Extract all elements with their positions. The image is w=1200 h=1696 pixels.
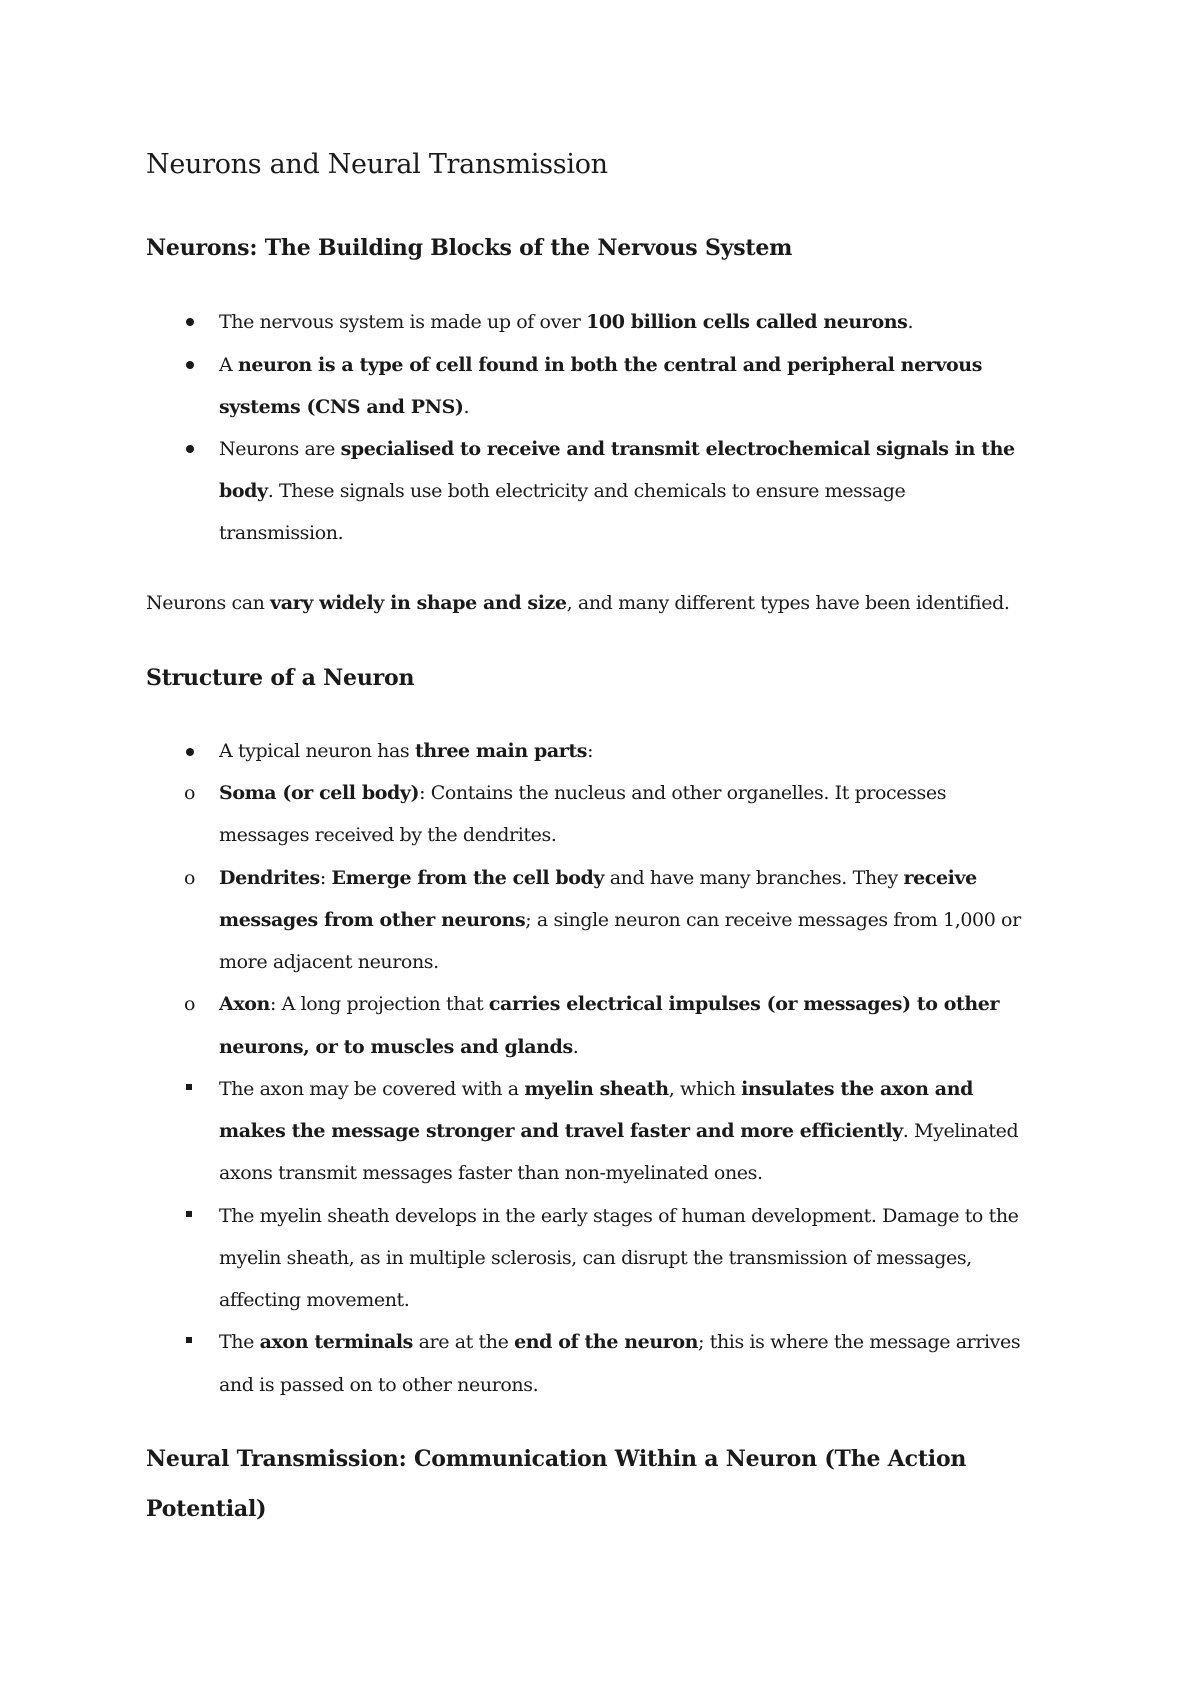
list-item-continuation: neurons, or to muscles and glands. [219,1036,579,1058]
bullet-square-icon [186,1211,192,1217]
list-item-continuation: transmission. [219,522,344,544]
list-item-continuation: systems (CNS and PNS). [219,396,470,418]
list-item-continuation: myelin sheath, as in multiple sclerosis, can disrupt the transmission of messages, [219,1247,972,1269]
bullet-square-icon [186,1084,192,1090]
list-item-continuation: messages received by the dendrites. [219,824,557,846]
bullet-o-icon: o [184,782,196,804]
list-item: The axon may be covered with a myelin sheath, which insulates the axon and [219,1078,974,1100]
bullet-dot-icon [186,445,194,453]
list-item-continuation: and is passed on to other neurons. [219,1374,539,1396]
list-item-continuation: body. These signals use both electricity and chemicals to ensure message [219,480,906,502]
list-item-continuation: more adjacent neurons. [219,951,439,973]
section-heading-neurons: Neurons: The Building Blocks of the Nervous System [146,235,793,261]
bullet-o-icon: o [184,867,196,889]
list-item: A neuron is a type of cell found in both the central and peripheral nervous [219,354,983,376]
list-item: The nervous system is made up of over 100 billion cells called neurons. [219,311,914,333]
list-item-continuation: affecting movement. [219,1289,410,1311]
list-item: The axon terminals are at the end of the neuron; this is where the message arrives [219,1331,1021,1353]
list-item: Axon: A long projection that carries electrical impulses (or messages) to other [219,993,1000,1015]
bullet-dot-icon [186,318,194,326]
list-item-continuation: makes the message stronger and travel faster and more efficiently. Myelinated [219,1120,1019,1142]
list-item: The myelin sheath develops in the early stages of human development. Damage to the [219,1205,1019,1227]
bullet-dot-icon [186,361,194,369]
list-item: Neurons are specialised to receive and transmit electrochemical signals in the [219,438,1015,460]
section-heading-neural-transmission: Neural Transmission: Communication Within a Neuron (The Action [146,1446,967,1472]
section-heading-structure: Structure of a Neuron [146,665,415,691]
bullet-dot-icon [186,748,194,756]
list-item: Soma (or cell body): Contains the nucleus and other organelles. It processes [219,782,947,804]
section-heading-continuation: Potential) [146,1496,267,1522]
list-item: A typical neuron has three main parts: [219,740,594,762]
list-item: Dendrites: Emerge from the cell body and have many branches. They receive [219,867,977,889]
bullet-square-icon [186,1337,192,1343]
list-item-continuation: axons transmit messages faster than non-myelinated ones. [219,1162,763,1184]
page-title: Neurons and Neural Transmission [146,149,608,180]
list-item-continuation: messages from other neurons; a single neuron can receive messages from 1,000 or [219,909,1021,931]
paragraph: Neurons can vary widely in shape and size, and many different types have been identified. [146,592,1010,614]
bullet-o-icon: o [184,993,196,1015]
